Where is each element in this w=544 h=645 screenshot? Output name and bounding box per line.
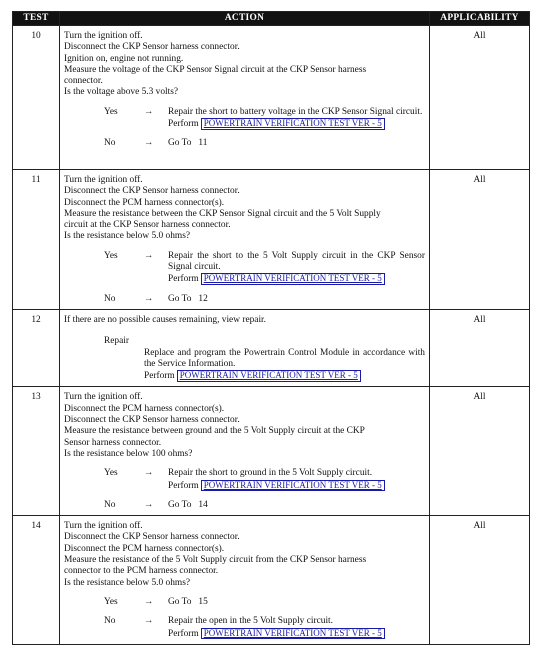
no-label: No [104,293,116,304]
test-number: 14 [13,516,60,645]
test-number: 10 [13,26,60,170]
action-cell [60,516,430,645]
test-number: 12 [13,309,60,386]
action-step: If there are no possible causes remaining, view repair. [64,314,267,325]
action-step: Disconnect the CKP Sensor harness connector. [64,532,240,543]
action-step: Disconnect the CKP Sensor harness connector. [64,415,240,426]
action-step: Ignition on, engine not running. [64,53,184,64]
verification-test-link[interactable]: POWERTRAIN VERIFICATION TEST VER - 5 [177,370,361,382]
repair-instruction: Replace and program the Powertrain Control Module in accordance with the Service Information. [144,347,425,369]
header-action: ACTION [60,12,430,26]
yes-response [64,107,425,131]
no-response [64,500,425,511]
action-cell [60,170,430,310]
action-step: Measure the resistance between ground and the 5 Volt Supply circuit at the CKP [64,426,365,437]
test-row-13 [13,387,530,516]
action-step: connector to the PCM harness connector. [64,566,219,577]
right-arrow-icon: → [144,468,154,479]
applicability-cell: All [430,516,530,645]
repair-response [64,336,425,382]
header-applicability: APPLICABILITY [430,12,530,26]
action-step: circuit at the CKP Sensor harness connector. [64,220,231,231]
goto-instruction: Go To 15 [168,596,208,607]
right-arrow-icon: → [144,138,154,149]
goto-instruction: Go To 11 [168,138,208,149]
test-row-11 [13,170,530,310]
action-step: Disconnect the CKP Sensor harness connector. [64,42,240,53]
repair-instruction: Repair the short to battery voltage in the CKP Sensor Signal circuit. [168,106,423,117]
perform-label: Perform [144,371,175,382]
repair-instruction: Repair the open in the 5 Volt Supply circuit. [168,616,333,627]
action-cell [60,309,430,386]
action-step: Turn the ignition off. [64,392,143,403]
yes-label: Yes [104,468,118,479]
action-step: Disconnect the PCM harness connector(s). [64,543,225,554]
right-arrow-icon: → [144,250,154,261]
action-step: Is the voltage above 5.3 volts? [64,87,179,98]
table-header-row [13,12,530,26]
test-number: 13 [13,387,60,516]
action-step: Disconnect the PCM harness connector(s). [64,403,225,414]
right-arrow-icon: → [144,293,154,304]
action-step: Sensor harness connector. [64,437,162,448]
no-response [64,138,425,149]
yes-label: Yes [104,250,118,261]
yes-label: Yes [104,106,118,117]
yes-label: Yes [104,596,118,607]
perform-label: Perform [168,119,199,130]
test-number: 11 [13,170,60,310]
test-row-14 [13,516,530,645]
diagnostic-test-table [12,11,530,645]
repair-instruction: Repair the short to ground in the 5 Volt Supply circuit. [168,468,373,479]
action-step: Is the resistance below 5.0 ohms? [64,577,191,588]
action-cell [60,26,430,170]
right-arrow-icon: → [144,616,154,627]
no-response [64,616,425,640]
action-step: Measure the voltage of the CKP Sensor Signal circuit at the CKP Sensor harness [64,64,367,75]
goto-instruction: Go To 14 [168,499,208,510]
action-step: Turn the ignition off. [64,521,143,532]
repair-label: Repair [104,336,129,347]
action-step: connector. [64,76,103,87]
yes-response [64,468,425,492]
test-row-12 [13,309,530,386]
action-step: Is the resistance below 100 ohms? [64,448,193,459]
test-row-10 [13,26,530,170]
applicability-cell: All [430,170,530,310]
no-label: No [104,138,116,149]
applicability-cell: All [430,309,530,386]
action-step: Disconnect the CKP Sensor harness connector. [64,186,240,197]
verification-test-link[interactable]: POWERTRAIN VERIFICATION TEST VER - 5 [201,628,385,640]
yes-response [64,597,425,608]
no-response [64,294,425,305]
no-label: No [104,616,116,627]
perform-label: Perform [168,274,199,285]
header-test: TEST [13,12,60,26]
verification-test-link[interactable]: POWERTRAIN VERIFICATION TEST VER - 5 [201,118,385,130]
no-label: No [104,499,116,510]
perform-label: Perform [168,628,199,639]
right-arrow-icon: → [144,596,154,607]
action-step: Turn the ignition off. [64,31,143,41]
yes-response [64,251,425,286]
repair-instruction: Repair the short to the 5 Volt Supply circuit in the CKP Sensor Signal circuit. [168,250,425,273]
perform-label: Perform [168,480,199,491]
right-arrow-icon: → [144,499,154,510]
action-step: Measure the resistance between the CKP Sensor Signal circuit and the 5 Volt Supply [64,208,381,219]
action-cell [60,387,430,516]
action-step: Is the resistance below 5.0 ohms? [64,231,191,242]
action-step: Turn the ignition off. [64,175,143,185]
applicability-cell: All [430,26,530,170]
right-arrow-icon: → [144,106,154,117]
applicability-cell: All [430,387,530,516]
goto-instruction: Go To 12 [168,293,208,304]
verification-test-link[interactable]: POWERTRAIN VERIFICATION TEST VER - 5 [201,480,385,492]
action-step: Measure the resistance of the 5 Volt Supply circuit from the CKP Sensor harness [64,555,367,566]
verification-test-link[interactable]: POWERTRAIN VERIFICATION TEST VER - 5 [201,273,385,285]
action-step: Disconnect the PCM harness connector(s). [64,197,225,208]
